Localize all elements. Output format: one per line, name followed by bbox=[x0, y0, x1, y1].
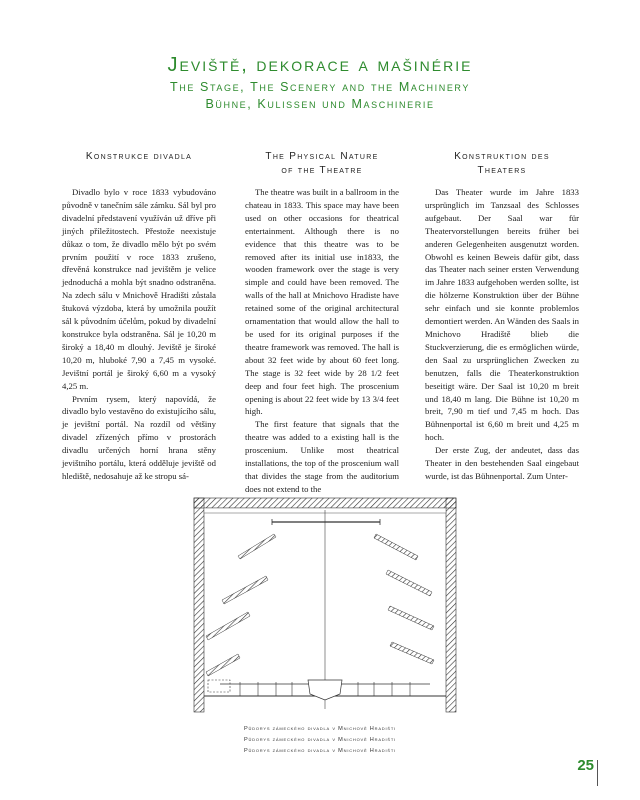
figure-caption: Půdorys zámeckého divadla v Mnichově Hradišti bbox=[243, 737, 397, 743]
column-heading bbox=[425, 150, 579, 186]
side-box-dashed bbox=[208, 680, 230, 692]
prompter-box bbox=[308, 680, 342, 700]
figure-caption: Půdorys zámeckého divadla v Mnichově Hradišti bbox=[243, 726, 397, 732]
column-heading-line: The Physical Nature bbox=[265, 151, 379, 162]
left-wall bbox=[194, 498, 204, 712]
left-wing-flats bbox=[206, 534, 276, 676]
column-german bbox=[425, 150, 579, 483]
page-number-rule bbox=[597, 760, 598, 786]
column-body bbox=[62, 186, 216, 483]
page-title: Jeviště, dekorace a mašinérie bbox=[167, 54, 473, 76]
subtitle-english: The Stage, The Scenery and the Machinery bbox=[170, 80, 470, 94]
column-english bbox=[245, 150, 399, 496]
subtitle-german: Bühne, Kulissen und Maschinerie bbox=[205, 97, 435, 111]
column-heading-line: Konstrukce divadla bbox=[85, 151, 193, 162]
top-wall bbox=[194, 498, 456, 508]
column-heading-line: Konstruktion des bbox=[454, 151, 550, 162]
page-number: 25 bbox=[577, 757, 594, 774]
column-body bbox=[245, 186, 399, 496]
column-czech bbox=[62, 150, 216, 483]
column-heading bbox=[62, 150, 216, 186]
right-wing-flats bbox=[374, 534, 434, 664]
column-heading bbox=[245, 150, 399, 186]
column-body bbox=[425, 186, 579, 483]
paragraph: The theatre was built in a ballroom in the chateau in 1833. This space may have been used on other occasions for theatrical entertainment. Although there is no evidence that this theatre was to be removed after its initial use in1833, the wooden framework over the stage is very simple and could have been removed. The walls of the hall at Mnichovo Hradiste have retained some of the original architectural ornamentation that would allow the hall to be used for its original purposes if the theatre framework was removed. The hall is about 32 feet wide by about 60 feet long. The stage is 32 feet wide by 28 1/2 feet deep and four feet high. The proscenium opening is about 22 feet wide by 13 3/4 feet high. bbox=[245, 187, 399, 417]
column-heading-line: of the Theatre bbox=[281, 165, 363, 176]
paragraph: Das Theater wurde im Jahre 1833 ursprünglich im Tanzsaal des Schlosses aufgebaut. Der Saal war für Theatervorstellungen bereits früher bei anderen Gelegenheiten ausgenutzt worden. Obwohl es keinen Beweis dafür gibt, dass das Theater nach seiner ersten Verwendung im Jahre 1833 aufgehoben werden sollte, ist die hölzerne Konstruktion über der Bühne sehr einfach und sie konnte problemlos demontiert werden. An Wänden des Saals in Mnichovo Hradiště blieb die Stuckverzierung, die es ermöglichen würde, den Saal zu ursprünglichen Zwecken zu benutzen, falls die Theaterkonstruktion beseitigt wäre. Der Saal ist 10,20 m breit und 18,40 m lang. Die Bühne ist 10,20 m breit, 7,90 m tief und 7,45 m hoch. Das Bühnenportal ist 6,60 m breit und 4,25 m hoch. bbox=[425, 187, 580, 443]
right-wall bbox=[446, 498, 456, 712]
column-heading-line: Theaters bbox=[477, 165, 527, 176]
paragraph: Prvním rysem, který napovídá, že divadlo bylo vestavěno do existujícího sálu, je jevištní portál. Na rozdíl od většiny divadel zřízených přímo v prostorách divadlu určených horní hrana stěny jevištního portálu, která odděluje jeviště od hlediště, nedosahuje až ke stropu sá- bbox=[62, 393, 216, 481]
paragraph: Divadlo bylo v roce 1833 vybudováno původně v tanečním sále zámku. Sál byl pro divadelní představení využíván už dříve při jiných příležitostech. Přestože neexistuje důkaz o tom, že divadlo mělo být po svém prvním použití v roce 1833 zrušeno, dřevěná konstrukce nad jevištěm je velice jednoduchá a mohla být snadno odstraněna. Na zdech sálu v Mnichově Hradišti zůstala štuková výzdoba, která by umožnila použít sál k původním účelům, pokud by divadelní konstrukce byla odstraněna. Sál je 10,20 m široký a 18,40 m dlouhý. Jeviště je široké 10,20 m, hluboké 7,90 a 7,45 m vysoké. Jevištní portál je široký 6,60 m a vysoký 4,25 m. bbox=[62, 187, 216, 391]
paragraph: Der erste Zug, der andeutet, dass das Theater in den bestehenden Saal eingebaut wurde, ist das Bühnenportal. Zum Unter- bbox=[425, 445, 579, 481]
paragraph: The first feature that signals that the theatre was added to a existing hall is the proscenium. Unlike most theatrical installations, the top of the proscenium wall that divides the stage from the auditorium does not extend to the bbox=[245, 419, 399, 494]
theatre-floor-plan bbox=[180, 494, 460, 718]
figure-caption: Půdorys zámeckého divadla v Mnichově Hradišti bbox=[243, 748, 397, 754]
